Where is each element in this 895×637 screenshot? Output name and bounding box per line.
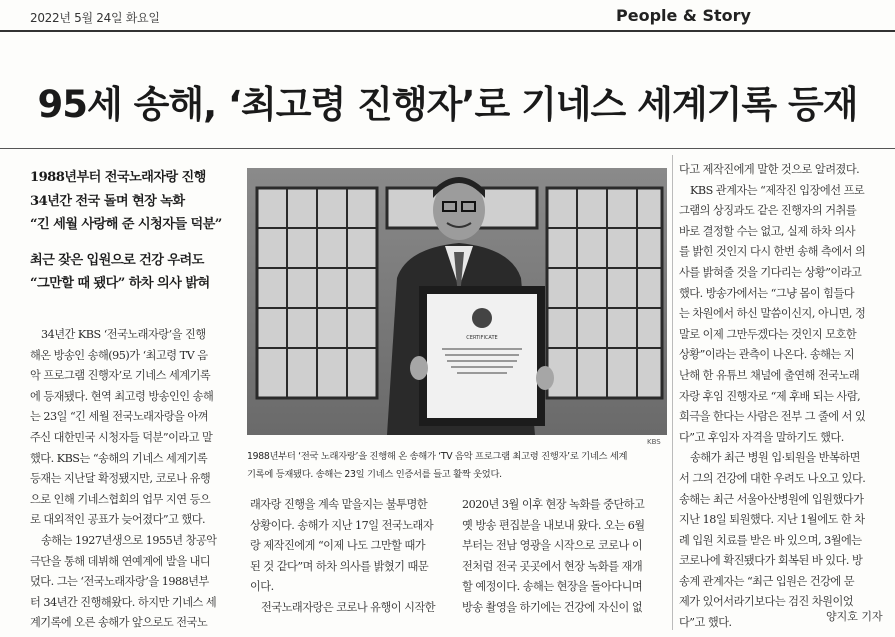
body-line: 극단을 통해 데뷔해 연예계에 발을 내디 (30, 554, 211, 568)
body-line: 옛 방송 편집분을 내보내 왔다. 오는 6월 (462, 518, 645, 532)
body-line: 송해는 1927년생으로 1955년 창공악 (41, 533, 217, 547)
body-column-2 (250, 495, 450, 619)
body-line: 는 차원에서 하신 말씀이신지, 아니면, 정 (679, 307, 866, 321)
body-line: 부터는 전남 영광을 시작으로 코로나 이 (462, 539, 643, 553)
body-line: 례 입원 치료를 받은 바 있으며, 3월에는 (679, 533, 862, 547)
issue-date: 2022년 5월 24일 화요일 (30, 11, 160, 25)
body-line: 등재는 지난달 확정됐지만, 코로나 유행 (30, 472, 211, 486)
body-line: 상황”이라는 관측이 나온다. 송해는 지 (679, 348, 855, 362)
body-line: 는 23일 “긴 세월 전국노래자랑을 아껴 (30, 410, 209, 424)
subheads (30, 166, 242, 296)
subhead-5: “그만할 때 됐다” 하차 의사 밝혀 (30, 276, 210, 291)
body-line: 지난 18일 퇴원했다. 지난 1월에도 한 차 (679, 513, 865, 527)
body-line: 이다. (250, 580, 274, 594)
body-line: 래자랑 진행을 계속 맡을지는 불투명한 (250, 498, 428, 511)
body-line: 난해 한 유튜브 채널에 출연해 전국노래 (679, 368, 860, 382)
body-line: 제가 있어서라기보다는 검진 차원이었 (679, 595, 854, 609)
body-line: 송해가 최근 병원 입·퇴원을 반복하면 (690, 451, 860, 465)
body-line: 터 34년간 진행해왔다. 하지만 기네스 세 (30, 595, 217, 609)
body-line: 코로나에 확진됐다가 회복된 바 있다. 방 (679, 554, 863, 568)
subhead-1: 1988년부터 전국노래자랑 진행 (30, 170, 206, 185)
photo-credit: KBS (647, 438, 661, 446)
body-line: 다고 제작진에게 말한 것으로 알려졌다. (679, 163, 860, 176)
certificate-header: CERTIFICATE (466, 335, 498, 341)
body-line: 상황이다. 송해가 지난 17일 전국노래자 (250, 518, 434, 532)
headline-rule (0, 148, 895, 149)
subhead-2: 34년간 전국 돌며 현장 녹화 (30, 193, 185, 209)
body-line: 계기록에 오른 송해가 앞으로도 전국노 (30, 616, 208, 630)
body-line: 희극을 한다는 사람은 전부 그 줄에 서 있 (679, 410, 866, 424)
subhead-3: “긴 세월 사랑해 준 시청자들 덕분” (30, 217, 222, 232)
body-line: 전처럼 전국 곳곳에서 현장 녹화를 재개 (462, 559, 643, 573)
body-line: 송계 관계자는 “최근 입원은 건강에 문 (679, 574, 855, 588)
body-line: 했다. KBS는 “송해의 기네스 세계기록 (30, 451, 208, 465)
body-line: 그램의 상징과도 같은 진행자의 거취를 (679, 204, 857, 218)
body-line: 서 그의 건강에 대한 우려도 나오고 있다. (679, 471, 866, 485)
body-line: 자랑 후임 진행자로 “제 후배 되는 사람, (679, 389, 861, 403)
body-line: 사를 밝혀줄 것을 기다리는 상황”이라고 (679, 265, 862, 279)
body-line: KBS 관계자는 “제작진 입장에선 프로 (690, 183, 865, 197)
body-line: 악 프로그램 진행자’로 기네스 세계기록 (30, 369, 211, 383)
body-line: 2020년 3월 이후 현장 녹화를 중단하고 (462, 498, 645, 511)
body-line: 다”고 후임자 자격을 말하기도 했다. (679, 430, 844, 444)
byline: 양지호 기자 (826, 610, 883, 623)
body-line: 말로 이제 그만두겠다는 것인지 모호한 (679, 327, 857, 341)
caption-line-2: 기록에 등재됐다. 송해는 23일 기네스 인증서를 들고 활짝 웃었다. (247, 469, 502, 480)
body-line: 으로 인해 기네스협회의 업무 지연 등으 (30, 492, 211, 506)
subhead-4: 최근 잦은 입원으로 건강 우려도 (30, 252, 204, 268)
body-line: 해온 방송인 송해(95)가 ‘최고령 TV 음 (30, 348, 208, 362)
body-column-1 (30, 325, 240, 634)
headline: 95세 송해, ‘최고령 진행자’로 기네스 세계기록 등재 (37, 83, 858, 126)
body-line: 34년간 KBS ‘전국노래자랑’을 진행 (41, 328, 206, 341)
photo-image (247, 168, 667, 435)
body-line: 된 것 같다”며 하차 의사를 밝혔기 때문 (250, 559, 429, 573)
column-divider (672, 155, 673, 630)
body-line: 바로 결정할 수는 없고, 실제 하차 의사 (679, 224, 856, 238)
photo-caption (247, 448, 667, 484)
body-line: 뎠다. 그는 ‘전국노래자랑’을 1988년부 (30, 575, 209, 589)
body-line: 주신 대한민국 시청자들 덕분”이라고 말 (30, 430, 213, 444)
body-line: 전국노래자랑은 코로나 유행이 시작한 (261, 600, 436, 614)
news-photo (247, 168, 667, 435)
body-column-4 (679, 160, 882, 634)
body-column-3 (462, 495, 667, 619)
body-line: 송해는 최근 서울아산병원에 입원했다가 (679, 492, 864, 506)
body-line: 랑 제작진에게 “이제 나도 그만할 때가 (250, 539, 426, 553)
body-line: 했다. 방송가에서는 “그냥 몸이 힘들다 (679, 286, 855, 300)
top-rule (0, 30, 895, 32)
body-line: 에 등재됐다. 현역 최고령 방송인인 송해 (30, 389, 214, 403)
body-line: 를 밝힌 것인지 다시 한번 송해 측에서 의 (679, 245, 866, 259)
body-line: 할 예정이다. 송해는 현장을 돌아다니며 (462, 580, 643, 594)
body-line: 로 대외적인 공표가 늦어졌다”고 했다. (30, 513, 206, 527)
section-title: People & Story (616, 6, 751, 25)
body-line: 다”고 했다. (679, 616, 732, 630)
body-line: 방송 촬영을 하기에는 건강에 자신이 없 (462, 600, 643, 614)
caption-line-1: 1988년부터 ‘전국 노래자랑’을 진행해 온 송해가 ‘TV 음악 프로그램 최고령 진행자’로 기네스 세계 (247, 451, 628, 462)
